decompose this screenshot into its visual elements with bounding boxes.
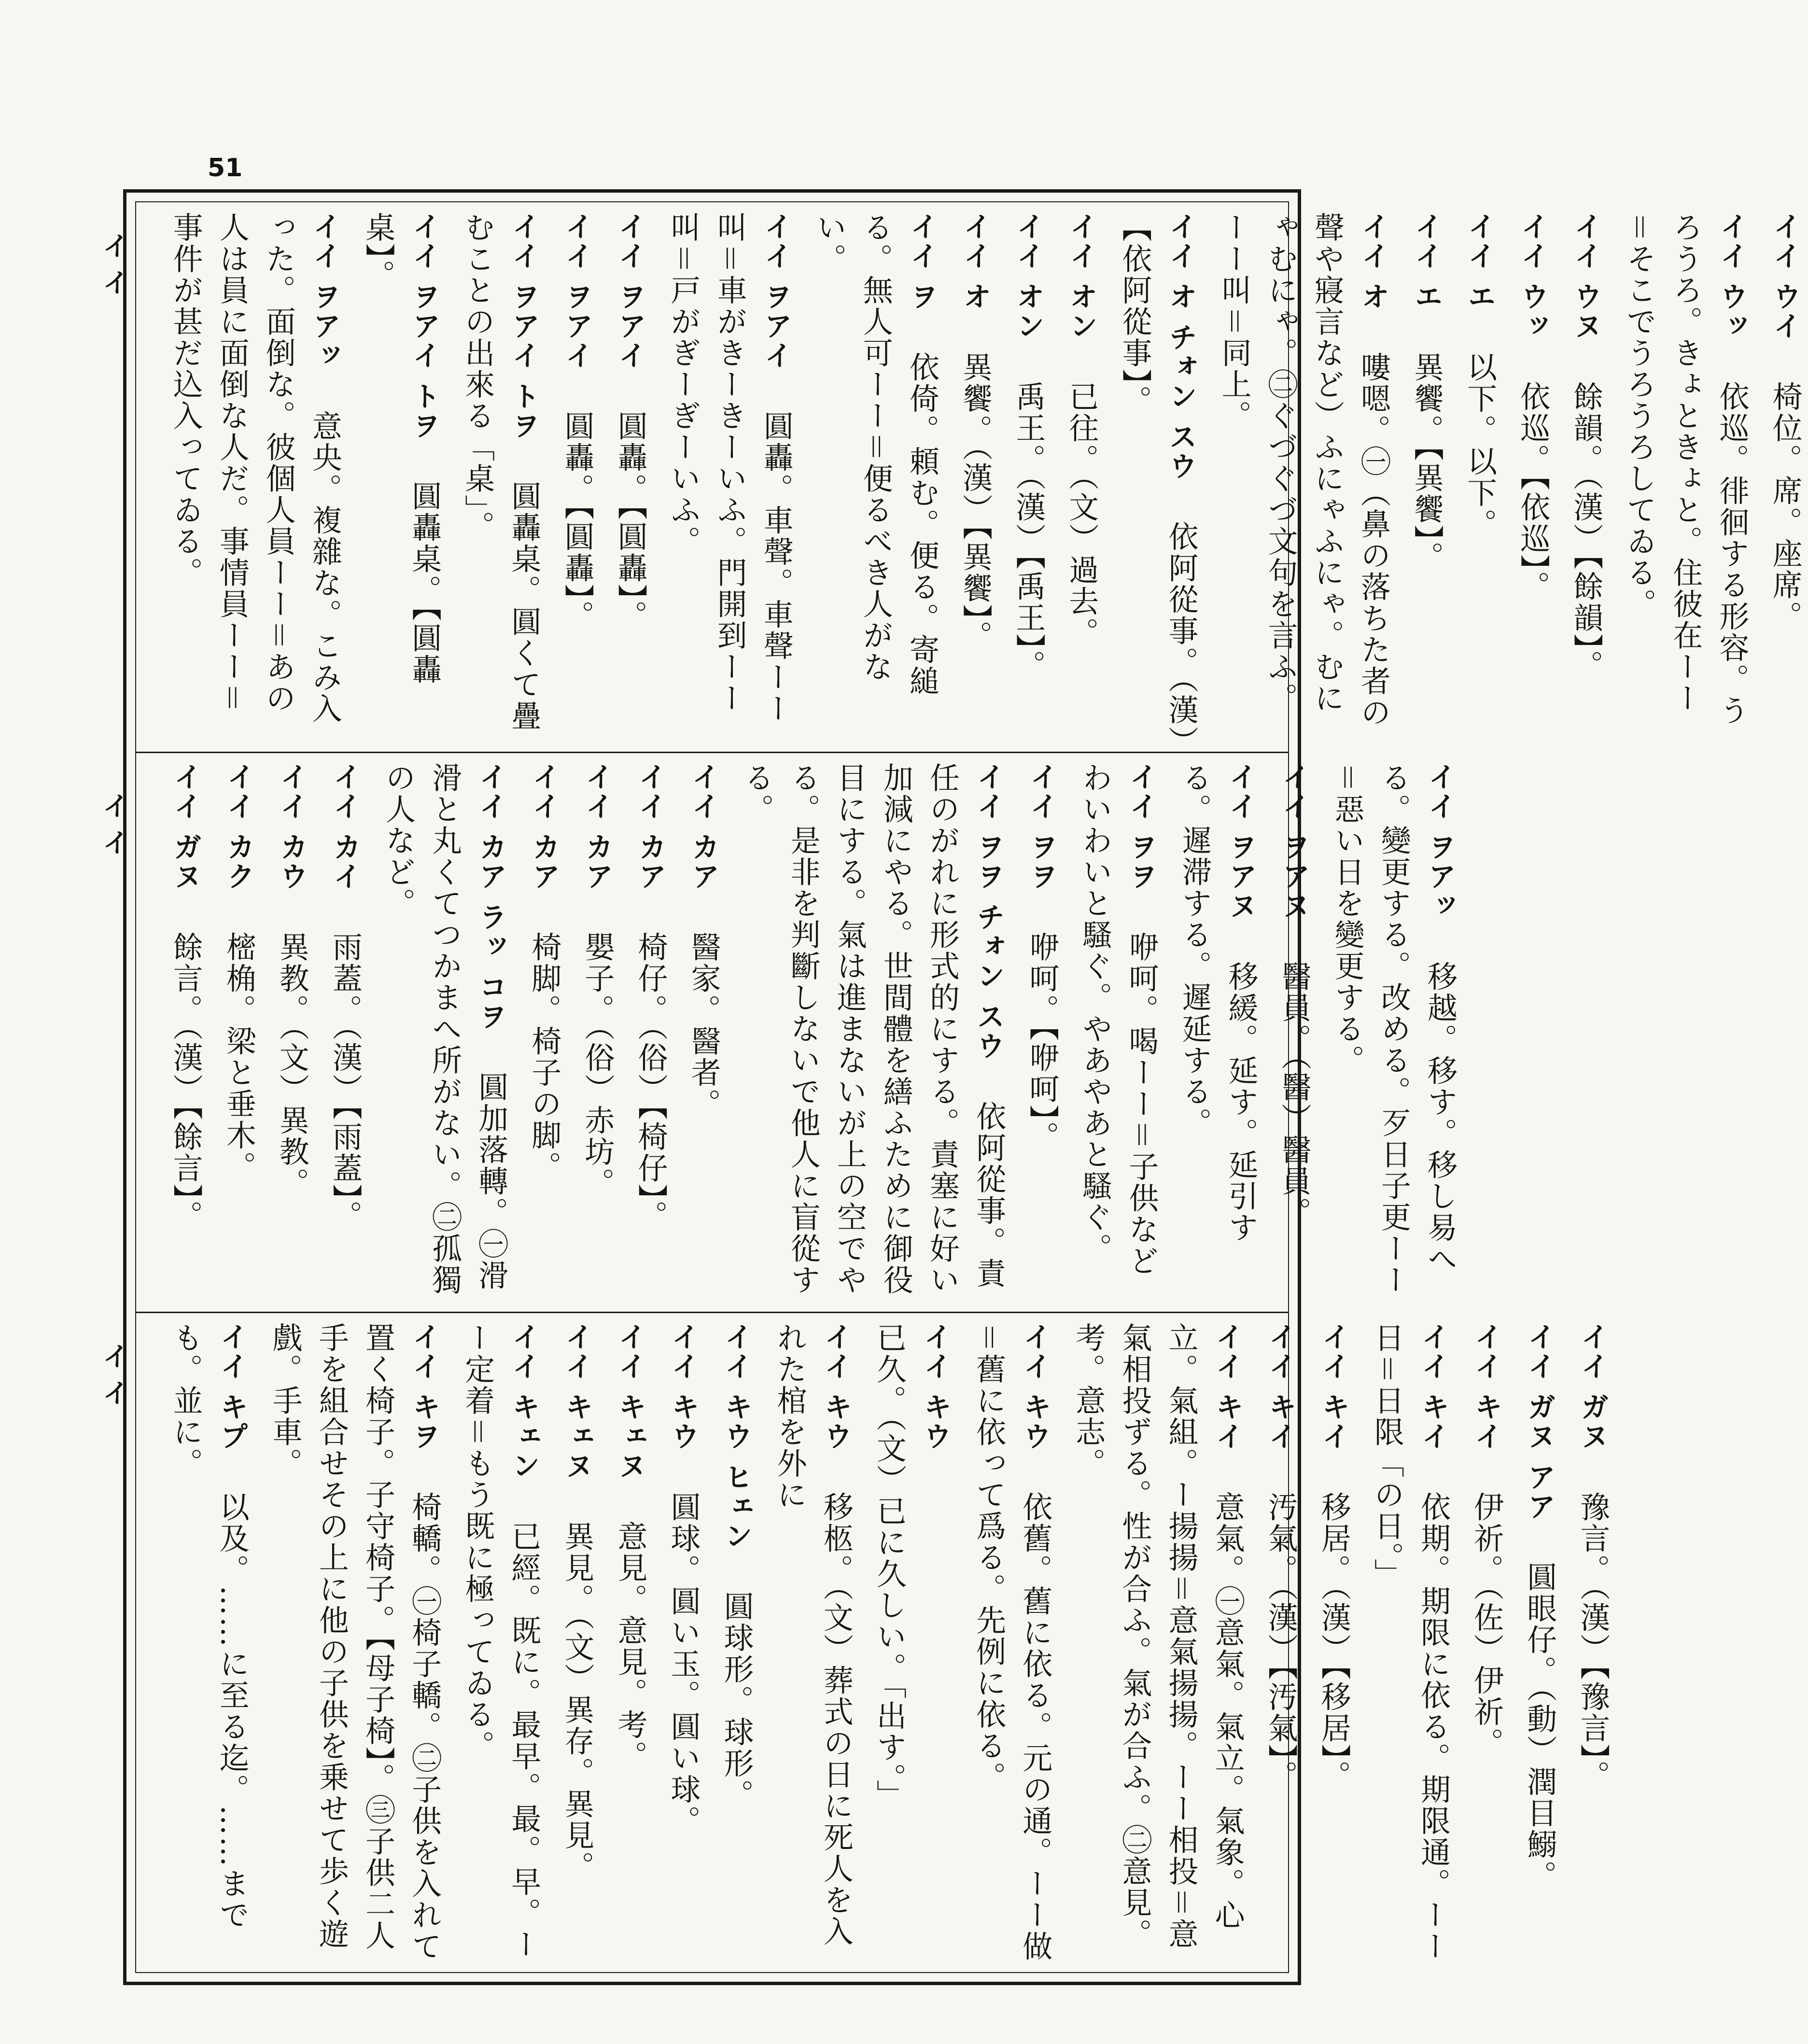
entry-definition: 依舊。舊に依る。元の通。ーー做＝舊に依って爲る。先例に依る。 <box>971 1322 1053 1962</box>
entry-headword: イイ オン <box>1065 212 1098 341</box>
entry-definition: 圓球。圓い玉。圓い球。 <box>666 1491 701 1837</box>
entry-definition: 圓眼仔。（動）潤目鰯。 <box>1522 1561 1557 1892</box>
entry-headword: イイ キイ <box>1264 1322 1297 1452</box>
entry-headword: イイ オ <box>958 212 992 312</box>
entry-definition: 依倚。頼む。便る。寄縋る。無人可ーー＝便るべき人がない。 <box>812 212 940 697</box>
entry-definition: 醫家。醫者。 <box>686 931 722 1120</box>
entry-headword: イイ カア ラッ コヲ <box>474 762 507 1032</box>
dictionary-entry <box>268 762 315 1303</box>
dictionary-entry <box>1271 762 1317 1303</box>
tier-bottom <box>155 1322 1611 1969</box>
entry-headword: イイ エ <box>1410 212 1443 312</box>
tier-bottom-columns <box>155 1322 1616 1969</box>
entry-definition: 醫員。（醫）醫員。 <box>1276 961 1312 1229</box>
dictionary-entry <box>162 212 348 743</box>
tier-divider-2 <box>135 1312 1289 1313</box>
dictionary-entry <box>1456 212 1502 743</box>
entry-definition: 餘韻。（漢）【餘韻】。 <box>1568 381 1604 682</box>
entry-headword: イイ オ <box>1357 212 1390 312</box>
dictionary-entry <box>1324 762 1463 1303</box>
entry-definition: 依巡。徘徊する形容。うろうろ。きょときょと。住彼在ーー＝そこでうろうろしてゐる。 <box>1621 212 1750 727</box>
entry-headword: イイ オン <box>1011 212 1045 341</box>
entry-headword: イイ ヲアイ トヲ <box>507 212 540 441</box>
entry-definition: 圓加落轉。㊀滑滑と丸くてつかまへ所がない。㊁孤獨の人など。 <box>380 762 509 1296</box>
dictionary-entry <box>1058 212 1105 743</box>
entry-definition: 圓轟。車聲。車聲ーー叫＝車がきーきーいふ。門開到ーー叫＝戸がぎーぎーいふ。 <box>666 212 794 725</box>
entry-definition: 樒桷。梁と垂木。 <box>221 931 257 1183</box>
entry-definition: 移緩。延す。延引する。遲滞する。遲延する。 <box>1177 762 1259 1244</box>
entry-definition: 圓轟。【圓轟】。 <box>559 410 595 632</box>
entry-definition: 圓轟。【圓轟】。 <box>612 410 648 632</box>
dictionary-entry <box>1111 212 1204 743</box>
tier-top-columns <box>155 212 1808 743</box>
dictionary-entry <box>1072 762 1164 1303</box>
entry-definition: 圓轟桌。圓くて疊むことの出來る「桌」。 <box>460 212 542 732</box>
entry-definition: 椅位。席。座席。 <box>1767 381 1803 632</box>
dictionary-entry <box>1516 1322 1563 1969</box>
entry-headword: イイ ヲアッ <box>308 212 341 371</box>
dictionary-entry <box>1005 212 1051 743</box>
entry-headword: イイ キェヌ <box>613 1322 646 1481</box>
entry-headword: イイ キウ ヒェン <box>720 1322 753 1551</box>
entry-headword: イイ ウヌ <box>1569 212 1602 341</box>
entry-headword: イイ キプ <box>215 1322 249 1452</box>
entry-definition: 咿呵。【咿呵】。 <box>1024 931 1060 1153</box>
dictionary-entry <box>952 212 998 743</box>
entry-headword: イイ ウッ <box>1715 212 1748 341</box>
entry-headword: イイ キイ <box>1317 1322 1350 1452</box>
dictionary-entry <box>574 762 620 1303</box>
page-number: 51 <box>208 154 243 182</box>
entry-headword: イイ カウ <box>275 762 308 892</box>
entry-headword: イイ エ <box>1463 212 1496 312</box>
dictionary-entry <box>1463 1322 1509 1969</box>
dictionary-entry <box>660 212 799 743</box>
entry-headword: イイ オ チォン スウ <box>1164 212 1197 481</box>
entry-definition: 雨蓋。（漢）【雨蓋】。 <box>327 931 363 1232</box>
dictionary-entry <box>766 1322 859 1969</box>
entry-definition: 意見。意見。考。 <box>612 1521 648 1772</box>
dictionary-entry <box>454 1322 547 1969</box>
dictionary-entry <box>1510 212 1556 743</box>
entry-definition: 圓轟桌。【圓轟桌】。 <box>360 212 442 686</box>
entry-headword: イイ キェン <box>507 1322 540 1481</box>
entry-definition: 椅脚。椅子の脚。 <box>526 931 562 1183</box>
entry-definition: 椅轎。㊀椅子轎。㊁子供を入れて置く椅子。子守椅子。【母子椅】。㊂子供二人手を組合せその上に他の子供を乗せて歩く遊戲。手車。 <box>267 1322 442 1962</box>
entry-definition: 以下。以下。 <box>1462 351 1498 540</box>
dictionary-entry <box>733 762 1012 1303</box>
entry-definition: 禹王。（漢）【禹王】。 <box>1010 381 1046 682</box>
entry-headword: イイ ヲアイ <box>560 212 593 371</box>
dictionary-entry <box>521 762 567 1303</box>
entry-definition: 嬰子。（俗）赤坊。 <box>579 931 615 1199</box>
entry-headword: イイ ヲヲ <box>1025 762 1058 892</box>
dictionary-entry <box>1616 212 1755 743</box>
entry-headword: イイ ヲアイ トヲ <box>407 212 441 441</box>
entry-headword: イイ カア <box>580 762 614 892</box>
entry-definition: 豫言。（漢）【豫言】。 <box>1575 1491 1611 1792</box>
dictionary-entry <box>554 212 600 743</box>
entry-definition: 移柩。（文）葬式の日に死人を入れた棺を外に <box>772 1322 854 1947</box>
entry-definition: 依阿從事。責任のがれに形式的にする。責塞に好い加減にやる。世間體を繕ふために御役目にする。氣は進まないが上の空でやる。是非を判斷しないで他人に盲從する。 <box>739 762 1007 1296</box>
dictionary-entry <box>680 762 727 1303</box>
entry-headword: イイ ガヌ アア <box>1523 1322 1556 1522</box>
dictionary-entry <box>554 1322 600 1969</box>
dictionary-entry <box>1570 1322 1616 1969</box>
entry-headword: イイ キウ <box>1018 1322 1051 1452</box>
entry-definition: 異饗。【異饗】。 <box>1409 351 1444 573</box>
entry-headword: イイ ヲアッ <box>1423 762 1457 921</box>
dictionary-frame <box>123 189 1803 1985</box>
dictionary-entry <box>162 762 209 1303</box>
dictionary-entry <box>354 212 447 743</box>
dictionary-entry <box>1310 1322 1357 1969</box>
entry-headword: イイ カア <box>687 762 720 892</box>
dictionary-entry <box>375 762 514 1303</box>
entry-definition: 椅仔。（俗）【椅仔】。 <box>632 931 668 1232</box>
entry-definition: 異見。（文）異存。異見。 <box>559 1521 595 1883</box>
dictionary-entry <box>322 762 368 1303</box>
entry-definition: 汚氣。（漢）【汚氣】。 <box>1263 1491 1299 1792</box>
entry-definition: 圓球形。球形。 <box>719 1591 755 1811</box>
dictionary-entry <box>1019 762 1065 1303</box>
entry-headword: イイ キイ <box>1416 1322 1450 1452</box>
dictionary-entry <box>1363 1322 1456 1969</box>
entry-definition: 異饗。（漢）【異饗】。 <box>957 351 993 652</box>
tier-middle <box>155 762 1458 1303</box>
dictionary-entry <box>1563 212 1609 743</box>
entry-headword: イイ ヲアイ <box>759 212 793 371</box>
entry-definition: 意氣。㊀意氣。氣立。氣象。心立。氣組。ー揚揚＝意氣揚揚。ーー相投＝意氣相投ずる。性が合ふ。氣が合ふ。㊁意見。考。意志。 <box>1070 1322 1246 1950</box>
entry-headword: イイ ヲアイ <box>613 212 646 371</box>
entry-definition: 伊祈。（佐）伊祈。 <box>1469 1491 1504 1759</box>
entry-headword: イイ キウ <box>919 1322 952 1452</box>
dictionary-entry <box>454 212 547 743</box>
entry-definition: 以及。……に至る迄。……までも。並に。 <box>168 1322 250 1931</box>
entry-headword: イイ ウイ <box>1768 212 1802 341</box>
entry-headword: イイ ヲヲ チォン スウ <box>972 762 1005 1061</box>
entry-headword: イイ カア <box>633 762 667 892</box>
dictionary-entry <box>966 1322 1058 1969</box>
entry-headword: イイ キイ <box>1470 1322 1503 1452</box>
tier-top <box>155 212 1803 743</box>
entry-definition: 依巡。【依巡】。 <box>1515 381 1551 602</box>
entry-definition: 餘言。（漢）【餘言】。 <box>168 931 204 1232</box>
entry-definition: 已經。既に。最早。最。早。ーー定着＝もう既に極ってゐる。 <box>460 1322 542 1960</box>
entry-definition: 嘍嗯。㊀（鼻の落ちた者の聲や寢言など）ふにゃふにゃ。むにゃむにゃ。㊁ぐづぐづ文句を言ふ。ーー叫＝同上。 <box>1217 212 1391 728</box>
dictionary-entry <box>262 1322 447 1969</box>
side-mark-top: イイ <box>98 232 129 305</box>
dictionary-entry <box>607 1322 653 1969</box>
entry-headword: イイ キウ <box>819 1322 853 1452</box>
entry-definition: 移居。（漢）【移居】。 <box>1316 1491 1352 1792</box>
dictionary-entry <box>660 1322 706 1969</box>
tier-divider-1 <box>135 752 1289 753</box>
entry-headword: イイ ヲ <box>905 212 939 312</box>
entry-headword: イイ カク <box>222 762 255 892</box>
dictionary-entry <box>215 762 262 1303</box>
entry-headword: イイ キイ <box>1211 1322 1244 1452</box>
dictionary-entry <box>806 212 945 743</box>
dictionary-entry <box>1762 212 1808 743</box>
dictionary-entry <box>1211 212 1396 743</box>
entry-definition: 已往。（文）過去。 <box>1064 381 1099 649</box>
dictionary-entry <box>866 1322 958 1969</box>
dictionary-entry <box>1403 212 1449 743</box>
entry-headword: イイ ヲヲ <box>1124 762 1158 892</box>
entry-headword: イイ カイ <box>328 762 362 892</box>
entry-definition: 意央。複雜な。こみ入った。面倒な。彼個人員ーー＝あの人は員に面倒な人だ。事情員ーー＝事件が甚だ込入ってゐる。 <box>168 212 343 725</box>
entry-definition: 已久。（文）已に久しい。「出す。」 <box>871 1322 907 1811</box>
entry-definition: 咿呵。喝ーー＝子供などわいわいと騷ぐ。やあやあと騷ぐ。 <box>1077 762 1159 1277</box>
entry-headword: イイ ガヌ <box>1576 1322 1609 1452</box>
dictionary-entry <box>162 1322 255 1969</box>
dictionary-entry <box>607 212 653 743</box>
side-mark-middle: イイ <box>98 792 129 865</box>
entry-headword: イイ ヲアヌ <box>1224 762 1258 921</box>
side-mark-bottom: イイ <box>98 1342 129 1415</box>
entry-headword: イイ ヲアヌ <box>1277 762 1311 921</box>
tier-middle-columns <box>155 762 1463 1303</box>
entry-definition: 移越。移す。移し易へる。變更する。改める。歹日子更ーー＝惡い日を變更する。 <box>1330 762 1458 1296</box>
entry-headword: イイ キヲ <box>407 1322 441 1452</box>
dictionary-entry <box>627 762 673 1303</box>
entry-headword: イイ カア <box>527 762 561 892</box>
entry-headword: イイ ウッ <box>1516 212 1549 341</box>
entry-definition: 異教。（文）異教。 <box>274 931 310 1199</box>
entry-definition: 依期。期限に依る。期限通。ーー日＝日限「の日。」 <box>1369 1322 1451 1962</box>
entry-definition: 依阿從事。（漢）【依阿從事】。 <box>1117 212 1199 742</box>
dictionary-entry <box>1171 762 1264 1303</box>
entry-headword: イイ キウ <box>667 1322 700 1452</box>
dictionary-entry <box>713 1322 759 1969</box>
entry-headword: イイ キェヌ <box>560 1322 593 1481</box>
dictionary-entry <box>1257 1322 1303 1969</box>
entry-headword: イイ ガヌ <box>169 762 202 892</box>
dictionary-entry <box>1065 1322 1250 1969</box>
